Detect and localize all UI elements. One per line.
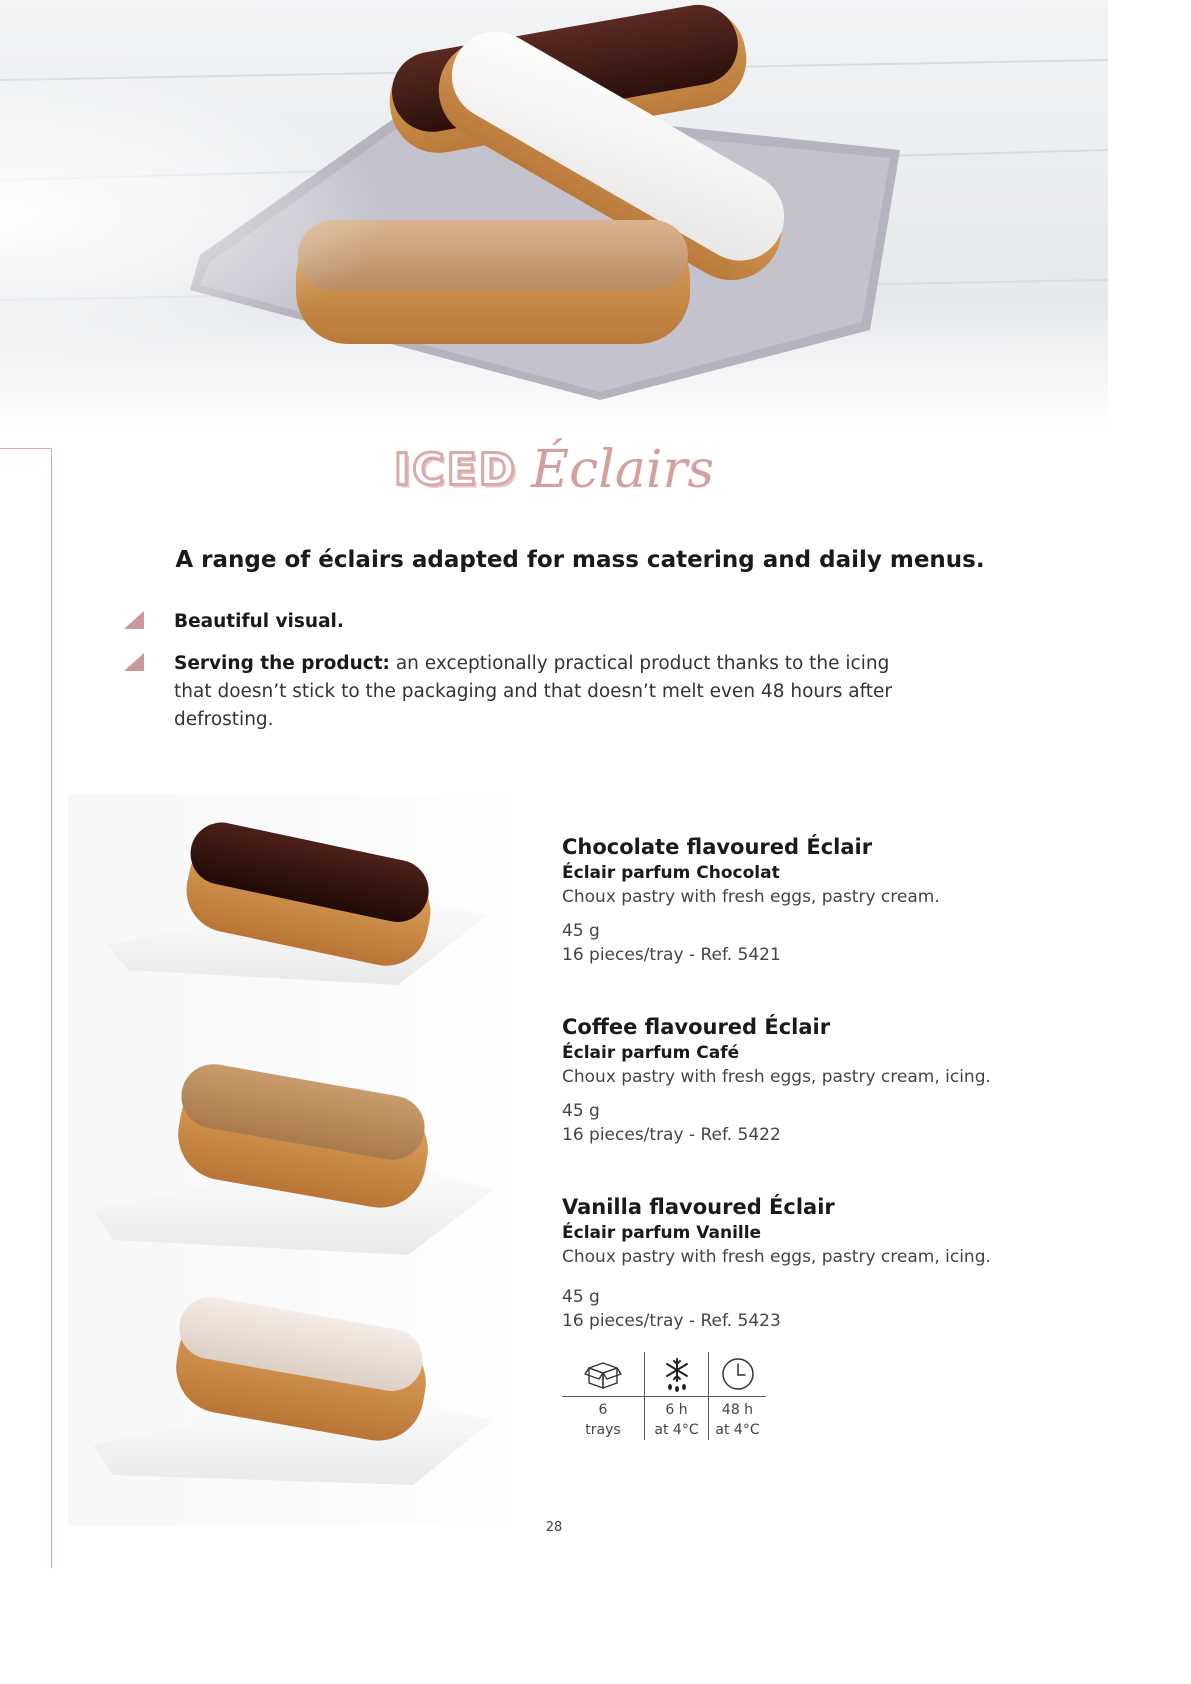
triangle-bullet-icon — [124, 653, 144, 671]
product-vanilla — [562, 1193, 1042, 1333]
product-name: Coffee flavoured Éclair — [562, 1015, 831, 1039]
hero-illustration — [0, 0, 1108, 430]
info-trays — [562, 1352, 644, 1440]
info-thaw — [645, 1352, 708, 1440]
product-name: Vanilla flavoured Éclair — [562, 1195, 835, 1219]
page-title — [0, 440, 1108, 500]
product-packaging: 16 pieces/tray - Ref. 5422 — [562, 1125, 781, 1145]
feature-item — [124, 650, 904, 734]
product-description: Choux pastry with fresh eggs, pastry cream. — [562, 887, 940, 907]
info-value: 6 — [598, 1402, 608, 1418]
feature-text: an exceptionally practical product thanks to the icing that doesn’t stick to the packaging and that doesn’t melt even 48 hours after defrosting. — [174, 653, 893, 730]
info-unit: at 4°C — [654, 1422, 699, 1438]
product-name: Chocolate flavoured Éclair — [562, 835, 873, 859]
info-shelf-life — [709, 1352, 766, 1440]
hero-photo-eclairs — [0, 0, 1108, 430]
tagline: A range of éclairs adapted for mass catering and daily menus. — [175, 547, 985, 573]
clock-icon — [720, 1356, 756, 1392]
left-margin-rule — [0, 448, 52, 1568]
product-weight: 45 g — [562, 921, 600, 941]
storage-info-table — [562, 1352, 766, 1440]
product-photos — [68, 795, 518, 1525]
info-unit: trays — [585, 1422, 621, 1438]
snowflake-thaw-icon — [662, 1356, 692, 1392]
product-name-fr: Éclair parfum Café — [562, 1043, 740, 1063]
product-coffee — [562, 1013, 1042, 1147]
product-weight: 45 g — [562, 1287, 600, 1307]
box-icon — [583, 1357, 623, 1391]
product-description: Choux pastry with fresh eggs, pastry cream, icing. — [562, 1247, 991, 1267]
page-number: 28 — [545, 1520, 563, 1535]
product-name-fr: Éclair parfum Vanille — [562, 1223, 762, 1243]
title-iced: ICED — [393, 444, 518, 496]
product-packaging: 16 pieces/tray - Ref. 5423 — [562, 1311, 781, 1331]
product-name-fr: Éclair parfum Chocolat — [562, 863, 780, 883]
product-weight: 45 g — [562, 1101, 600, 1121]
info-value: 48 h — [721, 1402, 754, 1418]
feature-list — [124, 608, 904, 748]
product-packaging: 16 pieces/tray - Ref. 5421 — [562, 945, 781, 965]
info-unit: at 4°C — [715, 1422, 760, 1438]
feature-bold: Beautiful visual. — [174, 611, 344, 632]
product-photos-illustration — [68, 795, 518, 1525]
product-chocolate — [562, 833, 1042, 967]
triangle-bullet-icon — [124, 611, 144, 629]
feature-item — [124, 608, 904, 636]
info-value: 6 h — [665, 1402, 688, 1418]
feature-bold: Serving the product: — [174, 653, 390, 674]
product-description: Choux pastry with fresh eggs, pastry cream, icing. — [562, 1067, 991, 1087]
title-eclairs: Éclairs — [531, 440, 715, 500]
